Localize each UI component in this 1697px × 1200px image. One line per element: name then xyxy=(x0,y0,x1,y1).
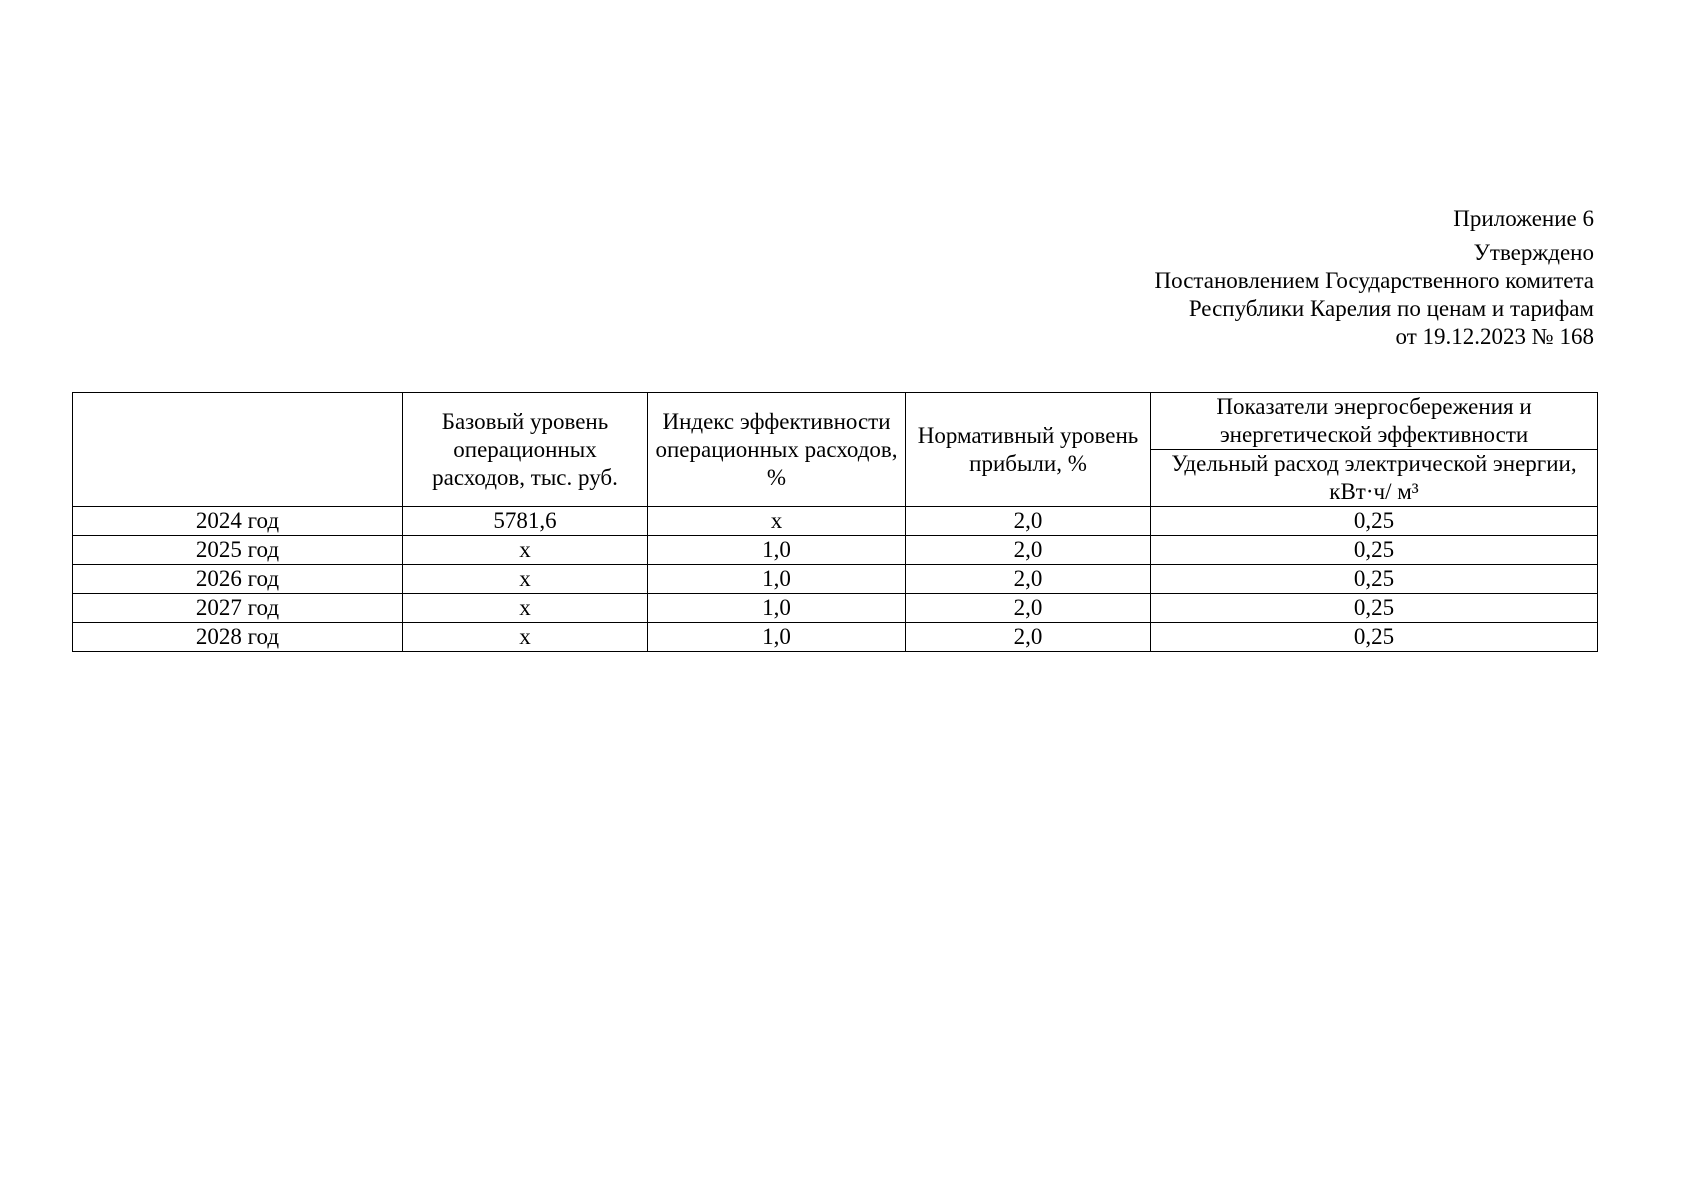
cell-period: 2027 год xyxy=(73,594,403,623)
header-energy-group: Показатели энергосбережения и энергетической эффективности xyxy=(1151,393,1598,450)
approved-label: Утверждено xyxy=(1473,240,1594,265)
approval-header xyxy=(1155,205,1594,351)
cell-base-opex: 5781,6 xyxy=(403,507,648,536)
decree-line-1: Постановлением Государственного комитета xyxy=(1154,268,1594,293)
header-efficiency-index: Индекс эффективности операционных расходов, % xyxy=(648,393,906,507)
cell-profit-level: 2,0 xyxy=(906,594,1151,623)
header-specific-consumption: Удельный расход электрической энергии, кВт·ч/ м³ xyxy=(1151,450,1598,507)
cell-period: 2025 год xyxy=(73,536,403,565)
cell-period: 2024 год xyxy=(73,507,403,536)
cell-efficiency-index: 1,0 xyxy=(648,594,906,623)
cell-profit-level: 2,0 xyxy=(906,507,1151,536)
cell-specific-consumption: 0,25 xyxy=(1151,623,1598,652)
table-header-row xyxy=(73,393,1598,450)
table-row xyxy=(73,565,1598,594)
cell-base-opex: х xyxy=(403,594,648,623)
cell-base-opex: х xyxy=(403,536,648,565)
cell-period: 2028 год xyxy=(73,623,403,652)
cell-efficiency-index: 1,0 xyxy=(648,536,906,565)
cell-base-opex: х xyxy=(403,565,648,594)
cell-profit-level: 2,0 xyxy=(906,565,1151,594)
cell-specific-consumption: 0,25 xyxy=(1151,507,1598,536)
tariff-parameters-table xyxy=(72,392,1598,652)
cell-efficiency-index: 1,0 xyxy=(648,565,906,594)
cell-efficiency-index: 1,0 xyxy=(648,623,906,652)
appendix-label: Приложение 6 xyxy=(1453,206,1594,231)
decree-date: от 19.12.2023 № 168 xyxy=(1395,324,1594,349)
cell-period: 2026 год xyxy=(73,565,403,594)
table-row xyxy=(73,594,1598,623)
cell-profit-level: 2,0 xyxy=(906,536,1151,565)
table-row xyxy=(73,623,1598,652)
tariff-table-container xyxy=(72,392,1597,652)
cell-specific-consumption: 0,25 xyxy=(1151,536,1598,565)
cell-profit-level: 2,0 xyxy=(906,623,1151,652)
header-period xyxy=(73,393,403,507)
cell-specific-consumption: 0,25 xyxy=(1151,565,1598,594)
table-row xyxy=(73,536,1598,565)
cell-base-opex: х xyxy=(403,623,648,652)
header-profit-level: Нормативный уровень прибыли, % xyxy=(906,393,1151,507)
header-base-opex: Базовый уровень операционных расходов, тыс. руб. xyxy=(403,393,648,507)
cell-specific-consumption: 0,25 xyxy=(1151,594,1598,623)
decree-line-2: Республики Карелия по ценам и тарифам xyxy=(1188,296,1594,321)
cell-efficiency-index: х xyxy=(648,507,906,536)
table-row xyxy=(73,507,1598,536)
